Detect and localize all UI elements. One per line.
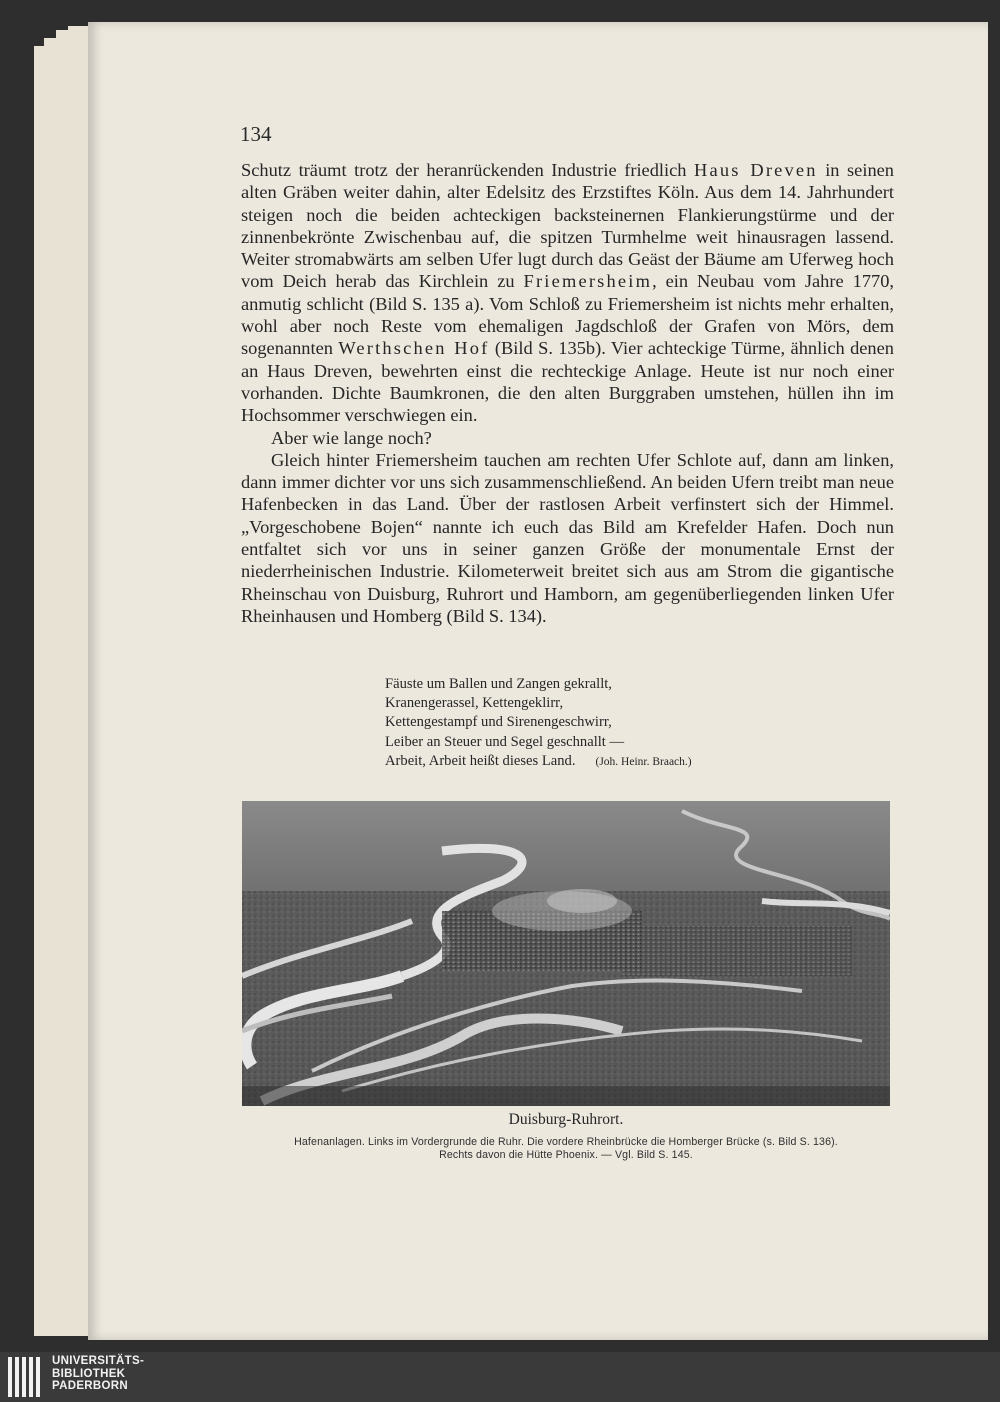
text-segment: Schutz träumt trotz der heranrückenden Industrie friedlich <box>241 160 695 180</box>
footer-bar <box>0 1352 1000 1402</box>
body-paragraph <box>241 449 894 627</box>
poem-attribution: (Joh. Heinr. Braach.) <box>595 755 692 768</box>
poem-line-last <box>385 752 845 772</box>
poem <box>385 675 845 772</box>
poem-line: Arbeit, Arbeit heißt dieses Land. <box>385 752 576 769</box>
text-segment: in seinen alten Gräben weiter dahin, alter Edelsitz des Erzstiftes Köln. Aus dem 14. Jahrhundert steigen noch die beiden achteckigen backsteinernen Flankierungstürme und der zinnenbekrönte Zwischenbau auf, die spitzen Turmhelme weit hinausragen lassend. Weiter stromabwärts am selben Ufer lugt durch das Geäst der Bäume am Uferweg hoch vom Deich herab das Kirchlein zu <box>241 160 895 292</box>
body-paragraph <box>241 159 894 427</box>
aerial-photo-duisburg-ruhrort <box>242 801 890 1106</box>
library-logo-text <box>52 1355 144 1393</box>
page-number: 134 <box>240 122 272 146</box>
figure-caption-line: Hafenanlagen. Links im Vordergrunde die Ruhr. Die vordere Rheinbrücke die Homberger Brücke (s. Bild S. 136). <box>294 1136 838 1148</box>
poem-line: Kranengerassel, Kettengeklirr, <box>385 695 564 712</box>
library-name-line: BIBLIOTHEK <box>52 1367 126 1380</box>
library-name-line: UNIVERSITÄTS- <box>52 1355 145 1367</box>
spaced-name: Werthschen Hof <box>338 338 490 359</box>
text-segment: , ein Neubau vom Jahre 1770, anmutig schlicht (Bild S. 135 a). Vom Schloß zu Friemersheim ist nichts mehr erhalten, wohl aber noch Reste vom ehemaligen Jagdschloß der Grafen von Mörs, dem sogenannten <box>241 271 895 359</box>
figure-caption-title: Duisburg-Ruhrort. <box>508 1111 624 1128</box>
text-segment: (Bild S. 135b). Vier achteckige Türme, ähnlich denen an Haus Dreven, bewehrten einst die rechteckige Anlage. Heute ist nur noch einer vorhanden. Dichte Baumkronen, die den alten Burggraben umstehen, hüllen ihn im Hochsommer verschwiegen ein. <box>241 338 894 426</box>
spaced-name: Haus Dreven <box>694 160 818 180</box>
figure-caption-text <box>235 1136 897 1162</box>
body-text <box>241 159 894 627</box>
spaced-name: Friemersheim <box>523 271 653 292</box>
library-logo-icon <box>8 1357 42 1397</box>
body-paragraph <box>241 427 894 449</box>
figure-caption-line: Rechts davon die Hütte Phoenix. — Vgl. Bild S. 145. <box>439 1149 693 1161</box>
text-segment: Aber wie lange noch? <box>271 427 432 448</box>
aerial-photo-illustration <box>242 801 890 1106</box>
poem-line: Leiber an Steuer und Segel geschnallt — <box>385 733 625 750</box>
poem-line: Kettengestampf und Sirenengeschwirr, <box>385 714 612 731</box>
library-name-line: PADERBORN <box>52 1380 128 1393</box>
text-segment: Gleich hinter Friemersheim tauchen am rechten Ufer Schlote auf, dann am linken, dann immer dichter vor uns sich zusammenschließend. An beiden Ufern treibt man neue Hafenbecken in das Land. Über der rastlosen Arbeit verfinstert sich der Himmel. „Vorgeschobene Bojen“ nannte ich euch das Bild am Krefelder Hafen. Doch nun entfaltet sich vor uns in seiner ganzen Größe der monumentale Ernst der niederrheinischen Industrie. Kilometerweit breitet sich aus am Strom die gigantische Rheinschau von Duisburg, Ruhrort und Hamborn, am gegenüberliegenden linken Ufer Rheinhausen und Homberg (Bild S. 134). <box>241 449 894 626</box>
poem-line: Fäuste um Ballen und Zangen gekrallt, <box>385 676 612 692</box>
